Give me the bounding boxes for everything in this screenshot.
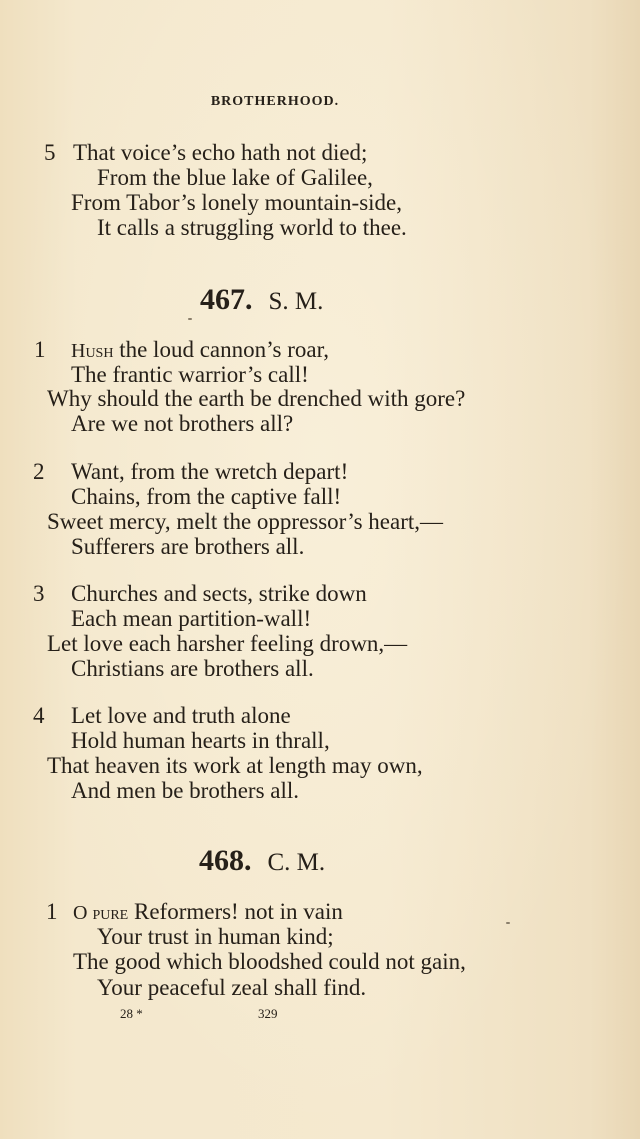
verse-line: Let love each harsher feeling drown,—: [47, 631, 408, 656]
verse-line: Your trust in human kind;: [97, 924, 334, 949]
verse-line: That heaven its work at length may own,: [47, 753, 423, 778]
hymn-meter: S. M.: [268, 288, 324, 315]
verse-line: That voice’s echo hath not died;: [73, 140, 368, 165]
verse-line: Sufferers are brothers all.: [71, 534, 305, 559]
verse-line: From the blue lake of Galilee,: [97, 165, 373, 190]
verse-line: Let love and truth alone: [71, 703, 291, 728]
verse-line: It calls a struggling world to thee.: [97, 215, 407, 240]
stanza-number: 5: [44, 140, 56, 165]
stanza-number: 1: [34, 337, 46, 362]
ink-speck: [506, 922, 510, 924]
ink-speck: [188, 318, 192, 320]
verse-line: The frantic warrior’s call!: [71, 362, 309, 387]
stanza-number: 1: [46, 899, 58, 924]
running-header: BROTHERHOOD.: [210, 94, 340, 109]
verse-line: Chains, from the captive fall!: [71, 484, 342, 509]
hymn-meter: C. M.: [267, 849, 326, 876]
stanza-number: 4: [33, 703, 45, 728]
drop-word: O pure: [73, 902, 129, 924]
stanza-number: 3: [33, 581, 45, 606]
verse-line: And men be brothers all.: [71, 778, 300, 803]
verse-line: Sweet mercy, melt the oppressor’s heart,—: [47, 509, 443, 534]
verse-line: Why should the earth be drenched with gore?: [47, 386, 466, 411]
stanza-number: 2: [33, 459, 45, 484]
verse-line: Hold human hearts in thrall,: [71, 728, 330, 753]
verse-line: [71, 337, 329, 364]
printer-signature: 28 *: [120, 1006, 143, 1021]
verse-line: Are we not brothers all?: [71, 411, 294, 436]
hymn-number: 467.: [200, 283, 253, 316]
hymn-467-title: [200, 283, 323, 319]
drop-word: Hush: [71, 340, 114, 362]
verse-line: Churches and sects, strike down: [71, 581, 367, 606]
verse-line: Want, from the wretch depart!: [71, 459, 349, 484]
page-number: 329: [258, 1006, 278, 1021]
verse-line: The good which bloodshed could not gain,: [73, 949, 466, 974]
hymn-468-title: [199, 844, 325, 880]
verse-line: From Tabor’s lonely mountain-side,: [71, 190, 403, 215]
verse-line-rest: Reformers! not in vain: [133, 899, 343, 924]
verse-line: [73, 899, 343, 926]
verse-line: Your peaceful zeal shall find.: [97, 975, 367, 1000]
verse-line-rest: the loud cannon’s roar,: [119, 337, 330, 362]
hymn-number: 468.: [199, 844, 252, 877]
verse-line: Each mean partition-wall!: [71, 606, 312, 631]
verse-line: Christians are brothers all.: [71, 656, 314, 681]
